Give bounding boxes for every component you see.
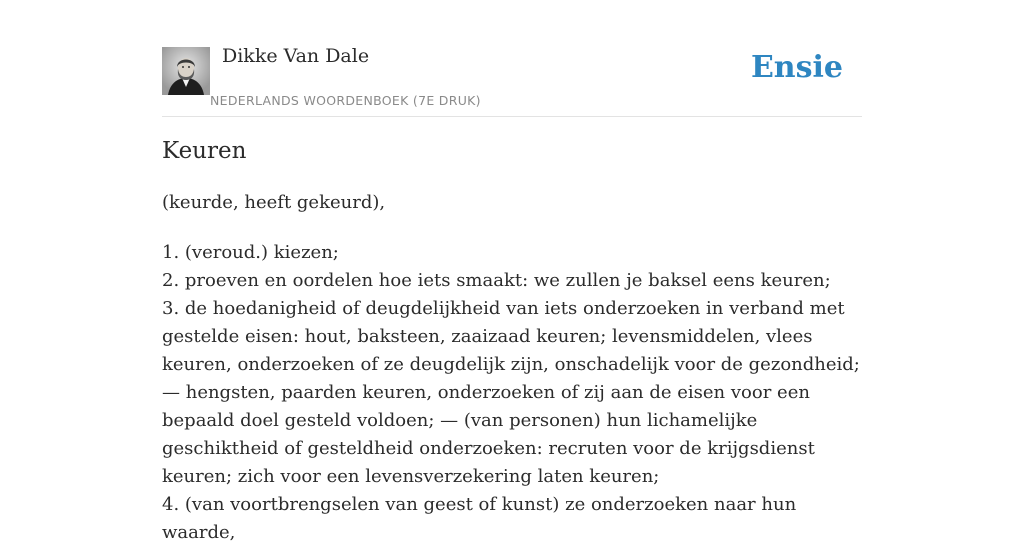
entry-header xyxy=(162,44,862,117)
source-subtitle: NEDERLANDS WOORDENBOEK (7E DRUK) xyxy=(210,93,481,108)
entry-title: Keuren xyxy=(162,138,247,164)
brand-logo-link[interactable]: Ensie xyxy=(750,50,843,85)
author-name[interactable]: Dikke Van Dale xyxy=(222,45,370,67)
entry-definition: 1. (veroud.) kiezen; 2. proeven en oordelen hoe iets smaakt: we zullen je baksel eens keuren; 3. de hoedanigheid of deugdelijkheid van iets onderzoeken in verband met gestelde eisen: hout, baksteen, zaaizaad keuren; levensmiddelen, vlees keuren, onderzoeken of ze deugdelijk zijn, onschadelijk voor de gezondheid; — hengsten, paarden keuren, onderzoeken of zij aan de eisen voor een bepaald doel gesteld voldoen; — (van personen) hun lichamelijke geschiktheid of gesteldheid onderzoeken: recruten voor de krijgsdienst keuren; zich voor een levensverzekering laten keuren; 4. (van voortbrengselen van geest of kunst) ze onderzoeken naar hun waarde, xyxy=(162,242,860,543)
portrait-avatar-icon[interactable] xyxy=(162,47,210,95)
entry-grammar: (keurde, heeft gekeurd), xyxy=(162,192,386,213)
